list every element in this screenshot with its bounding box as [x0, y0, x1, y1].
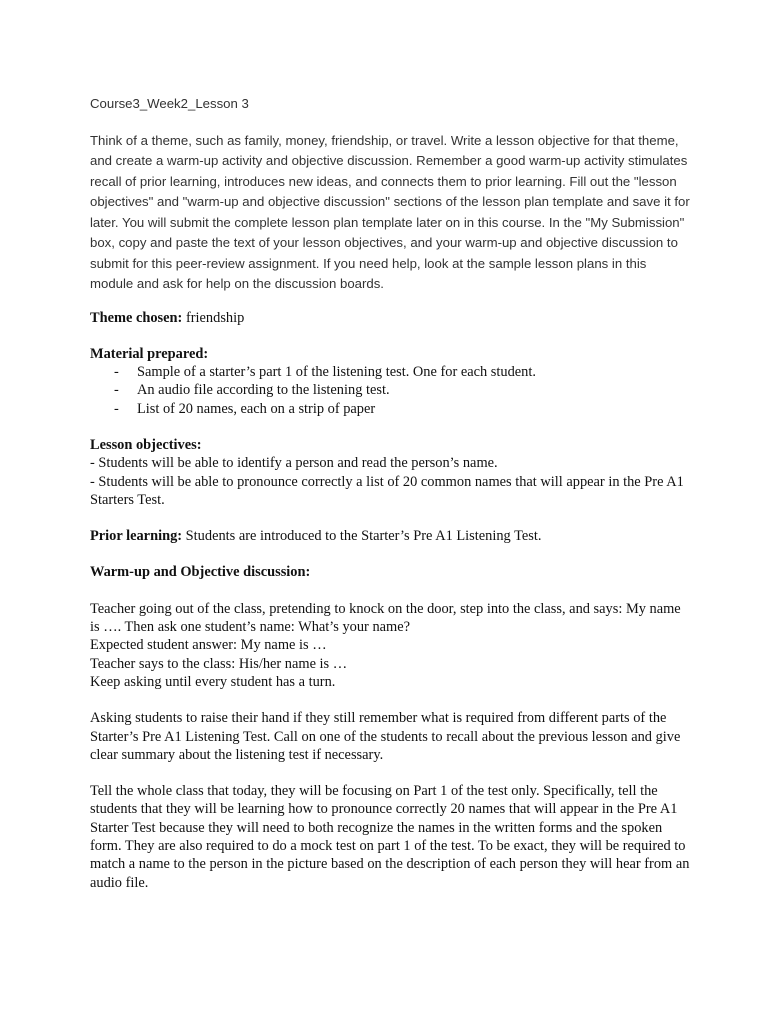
- warmup-line: Teacher going out of the class, pretending to knock on the door, step into the class, and says: My name is …. Then ask one student’s name: What’s your name?: [90, 600, 681, 636]
- list-item: [90, 363, 690, 381]
- warmup-dialogue: [90, 600, 690, 691]
- theme-label: Theme chosen:: [90, 309, 183, 326]
- list-dash: -: [114, 400, 119, 417]
- prior-learning-line: [90, 527, 690, 545]
- warmup-heading-line: [90, 563, 690, 581]
- list-dash: -: [114, 364, 119, 381]
- material-list: [90, 363, 690, 418]
- list-item-text: Sample of a starter’s part 1 of the listening test. One for each student.: [137, 364, 536, 381]
- objectives-heading: Lesson objectives:: [90, 436, 202, 453]
- material-section: [90, 345, 690, 418]
- prior-learning-value: Students are introduced to the Starter’s Pre A1 Listening Test.: [185, 528, 542, 545]
- objective-item: - Students will be able to pronounce correctly a list of 20 common names that will appear in the Pre A1 Starters Test.: [90, 473, 684, 508]
- list-item-text: An audio file according to the listening test.: [137, 382, 390, 399]
- focus-paragraph: Tell the whole class that today, they will be focusing on Part 1 of the test only. Specifically, tell the students that they will be learning how to pronounce correctly 20 names that will appear in the Pre A1 Starter Test because they will need to both recognize the names in the written forms and the spoken form. They are also required to do a mock test on part 1 of the test. To be exact, they will be required to match a name to the person in the picture based on the description of each person they will hear from an audio file.: [90, 783, 690, 891]
- objectives-section: [90, 436, 690, 509]
- document-page: [90, 94, 690, 892]
- assignment-instructions: Think of a theme, such as family, money, friendship, or travel. Write a lesson objective for that theme, and create a warm-up activity and objective discussion. Remember a good warm-up activity stimulates recall of prior learning, introduces new ideas, and connects them to prior learning. Fill out the "lesson objectives" and "warm-up and objective discussion" sections of the lesson plan template and save it for later. You will submit the complete lesson plan template later on in this course. In the "My Submission" box, copy and paste the text of your lesson objectives, and your warm-up and objective discussion to submit for this peer-review assignment. If you need help, look at the sample lesson plans in this module and ask for help on the discussion boards.: [90, 132, 690, 291]
- list-item: [90, 381, 690, 399]
- objective-item: - Students will be able to identify a person and read the person’s name.: [90, 455, 498, 472]
- discussion-paragraph: Asking students to raise their hand if they still remember what is required from different parts of the Starter’s Pre A1 Listening Test. Call on one of the students to recall about the previous lesson and give clear summary about the listening test if necessary.: [90, 710, 681, 763]
- list-item-text: List of 20 names, each on a strip of paper: [137, 400, 376, 417]
- warmup-line: Keep asking until every student has a turn.: [90, 673, 336, 690]
- document-title: Course3_Week2_Lesson 3: [90, 96, 249, 111]
- list-dash: -: [114, 382, 119, 399]
- theme-value: friendship: [185, 309, 245, 326]
- warmup-heading: Warm-up and Objective discussion:: [90, 564, 311, 581]
- list-item: [90, 400, 690, 418]
- prior-learning-label: Prior learning:: [90, 528, 183, 545]
- warmup-line: Teacher says to the class: His/her name is …: [90, 655, 348, 672]
- theme-line: [90, 309, 690, 327]
- warmup-line: Expected student answer: My name is …: [90, 637, 327, 654]
- material-heading: Material prepared:: [90, 345, 209, 362]
